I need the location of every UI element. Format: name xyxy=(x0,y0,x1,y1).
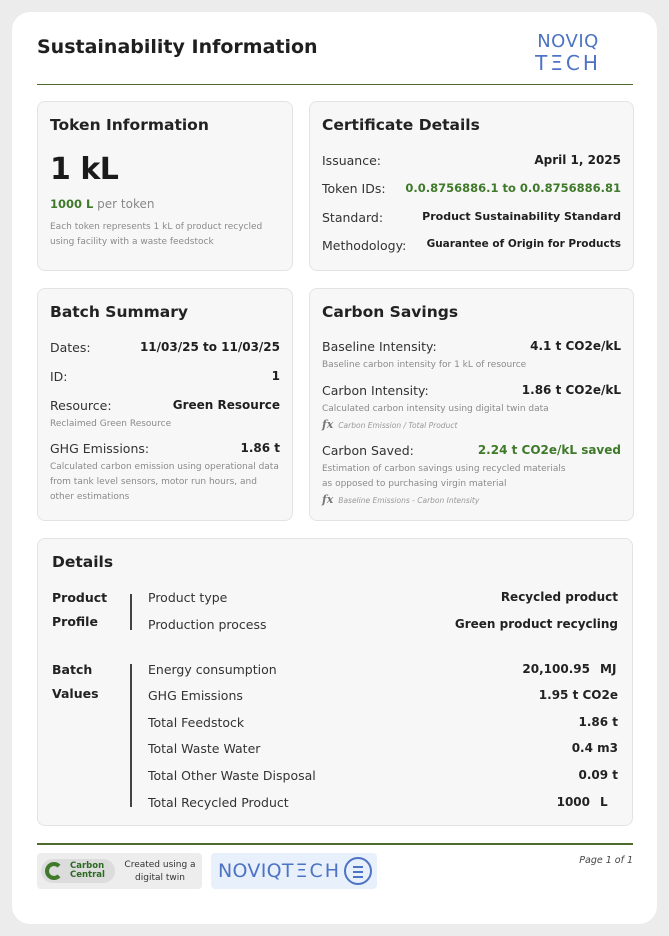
batch-value-row xyxy=(148,768,618,786)
fx-icon: fx xyxy=(322,418,334,431)
batch-row-resource xyxy=(50,398,280,416)
baseline-note: Baseline carbon intensity for 1 kL of resource xyxy=(322,360,527,370)
tech-text: TΞCH xyxy=(281,860,342,882)
product-profile-divider xyxy=(130,594,132,630)
ghg-note: Calculated carbon emission using operational data from tank level sensors, motor run hours, and other estimations xyxy=(50,462,279,502)
batch-value-value xyxy=(572,741,618,755)
detail-row xyxy=(148,590,618,608)
intensity-label: Carbon Intensity: xyxy=(322,383,429,398)
fx-icon: fx xyxy=(322,493,334,506)
detail-label: Production process xyxy=(148,617,267,632)
noviqtech-footer-badge xyxy=(211,853,377,889)
batch-value-number: 1.95 t CO2e xyxy=(538,688,618,702)
resource-label: Resource: xyxy=(50,398,112,413)
carbon-central-line1: Carbon xyxy=(70,861,105,871)
batch-values-label-line2: Values xyxy=(52,686,99,701)
intensity-note: Calculated carbon intensity using digital twin data xyxy=(322,404,549,414)
saved-label: Carbon Saved: xyxy=(322,443,414,458)
carbon-savings-card xyxy=(309,288,634,521)
page-number: Page 1 of 1 xyxy=(579,855,633,866)
header-divider xyxy=(37,84,633,85)
carbon-row-intensity xyxy=(322,383,621,401)
batch-value-row xyxy=(148,662,618,680)
logo-line-1: NOVIQ xyxy=(537,31,599,52)
carbon-central-c-icon xyxy=(45,862,63,880)
standard-value: Product Sustainability Standard xyxy=(422,210,621,223)
carbon-central-logo xyxy=(41,859,115,883)
batch-value-label: Energy consumption xyxy=(148,662,277,677)
batch-value-label: GHG Emissions xyxy=(148,688,243,703)
token-ids-value: 0.0.8756886.1 to 0.0.8756886.81 xyxy=(405,181,621,195)
created-using-text: Created using a digital twin xyxy=(124,860,196,883)
token-per-label: per token xyxy=(97,197,155,211)
batch-value-number: 1000 xyxy=(556,795,590,809)
batch-value-unit: MJ xyxy=(600,662,617,676)
batch-row-ghg xyxy=(50,441,280,459)
carbon-row-baseline xyxy=(322,339,621,357)
noviqtech-emblem-icon xyxy=(344,857,372,885)
baseline-label: Baseline Intensity: xyxy=(322,339,437,354)
intensity-formula xyxy=(322,418,457,431)
token-per xyxy=(50,197,154,211)
batch-values-label-line1: Batch xyxy=(52,662,93,677)
token-ids-label: Token IDs: xyxy=(322,181,386,196)
batch-card-title: Batch Summary xyxy=(50,303,189,321)
batch-value-value xyxy=(578,715,618,729)
certificate-row-token-ids xyxy=(322,181,621,199)
resource-note: Reclaimed Green Resource xyxy=(50,419,172,429)
batch-value-label: Total Recycled Product xyxy=(148,795,289,810)
batch-value-label: Total Feedstock xyxy=(148,715,245,730)
batch-value-row xyxy=(148,715,618,733)
batch-value-value xyxy=(539,688,618,702)
batch-value-value xyxy=(557,795,618,809)
noviq-text: NOVIQ xyxy=(218,860,282,882)
batch-value-number: 1.86 t xyxy=(578,715,618,729)
noviqtech-wordmark xyxy=(218,860,341,882)
batch-value-row xyxy=(148,741,618,759)
dates-value: 11/03/25 to 11/03/25 xyxy=(139,340,280,354)
details-card-title: Details xyxy=(52,553,114,571)
footer-divider xyxy=(37,843,633,845)
page-title: Sustainability Information xyxy=(37,36,318,58)
product-profile-label xyxy=(52,586,107,634)
saved-note: Estimation of carbon savings using recycled materials as opposed to purchasing virgin material xyxy=(322,464,566,489)
dates-label: Dates: xyxy=(50,340,91,355)
sustainability-page xyxy=(12,12,657,924)
batch-value-row xyxy=(148,795,618,813)
ghg-value: 1.86 t xyxy=(240,441,280,455)
product-profile-label-line1: Product xyxy=(52,590,108,605)
detail-row xyxy=(148,617,618,635)
batch-value-unit: L xyxy=(600,795,608,809)
methodology-label: Methodology: xyxy=(322,238,407,253)
noviqtech-logo xyxy=(528,32,608,74)
certificate-row-standard xyxy=(322,210,621,228)
batch-values-divider xyxy=(130,664,132,807)
issuance-label: Issuance: xyxy=(322,153,381,168)
batch-value-label: Total Other Waste Disposal xyxy=(148,768,316,783)
batch-value-number: 0.09 t xyxy=(578,768,618,782)
batch-value-value xyxy=(522,662,618,676)
product-profile-label-line2: Profile xyxy=(52,614,98,629)
saved-value: 2.24 t CO2e/kL saved xyxy=(477,443,621,457)
carbon-card-title: Carbon Savings xyxy=(322,303,459,321)
token-information-card xyxy=(37,101,293,271)
carbon-row-saved xyxy=(322,443,621,461)
batch-value-number: 0.4 m3 xyxy=(571,741,618,755)
batch-value-value xyxy=(578,768,618,782)
certificate-row-methodology xyxy=(322,238,621,256)
batch-value-number: 20,100.95 xyxy=(522,662,590,676)
details-card xyxy=(37,538,633,826)
resource-value: Green Resource xyxy=(172,398,280,412)
detail-value: Recycled product xyxy=(500,590,618,604)
carbon-central-wordmark xyxy=(70,862,105,880)
baseline-value: 4.1 t CO2e/kL xyxy=(530,339,621,353)
saved-formula xyxy=(322,493,479,506)
carbon-central-line2: Central xyxy=(70,870,105,880)
issuance-value: April 1, 2025 xyxy=(534,153,621,167)
token-amount: 1 kL xyxy=(50,152,119,187)
detail-value: Green product recycling xyxy=(454,617,618,631)
saved-formula-text: Baseline Emissions - Carbon Intensity xyxy=(338,496,480,505)
methodology-value: Guarantee of Origin for Products xyxy=(426,238,621,250)
token-per-value: 1000 L xyxy=(50,197,94,211)
token-description: Each token represents 1 kL of product recycled using facility with a waste feedstock xyxy=(50,222,263,247)
intensity-formula-text: Carbon Emission / Total Product xyxy=(338,421,458,430)
certificate-details-card xyxy=(309,101,634,271)
id-label: ID: xyxy=(50,369,68,384)
detail-label: Product type xyxy=(148,590,228,605)
batch-summary-card xyxy=(37,288,293,521)
batch-row-id xyxy=(50,369,280,387)
intensity-value: 1.86 t CO2e/kL xyxy=(521,383,621,397)
batch-value-label: Total Waste Water xyxy=(148,741,261,756)
batch-row-dates xyxy=(50,340,280,358)
token-card-title: Token Information xyxy=(50,116,209,134)
carbon-central-badge xyxy=(37,853,202,889)
batch-value-row xyxy=(148,688,618,706)
certificate-card-title: Certificate Details xyxy=(322,116,480,134)
batch-values-label xyxy=(52,658,99,706)
id-value: 1 xyxy=(271,369,280,383)
standard-label: Standard: xyxy=(322,210,384,225)
logo-line-2: TΞCH xyxy=(535,51,601,75)
certificate-row-issuance xyxy=(322,153,621,171)
ghg-label: GHG Emissions: xyxy=(50,441,150,456)
